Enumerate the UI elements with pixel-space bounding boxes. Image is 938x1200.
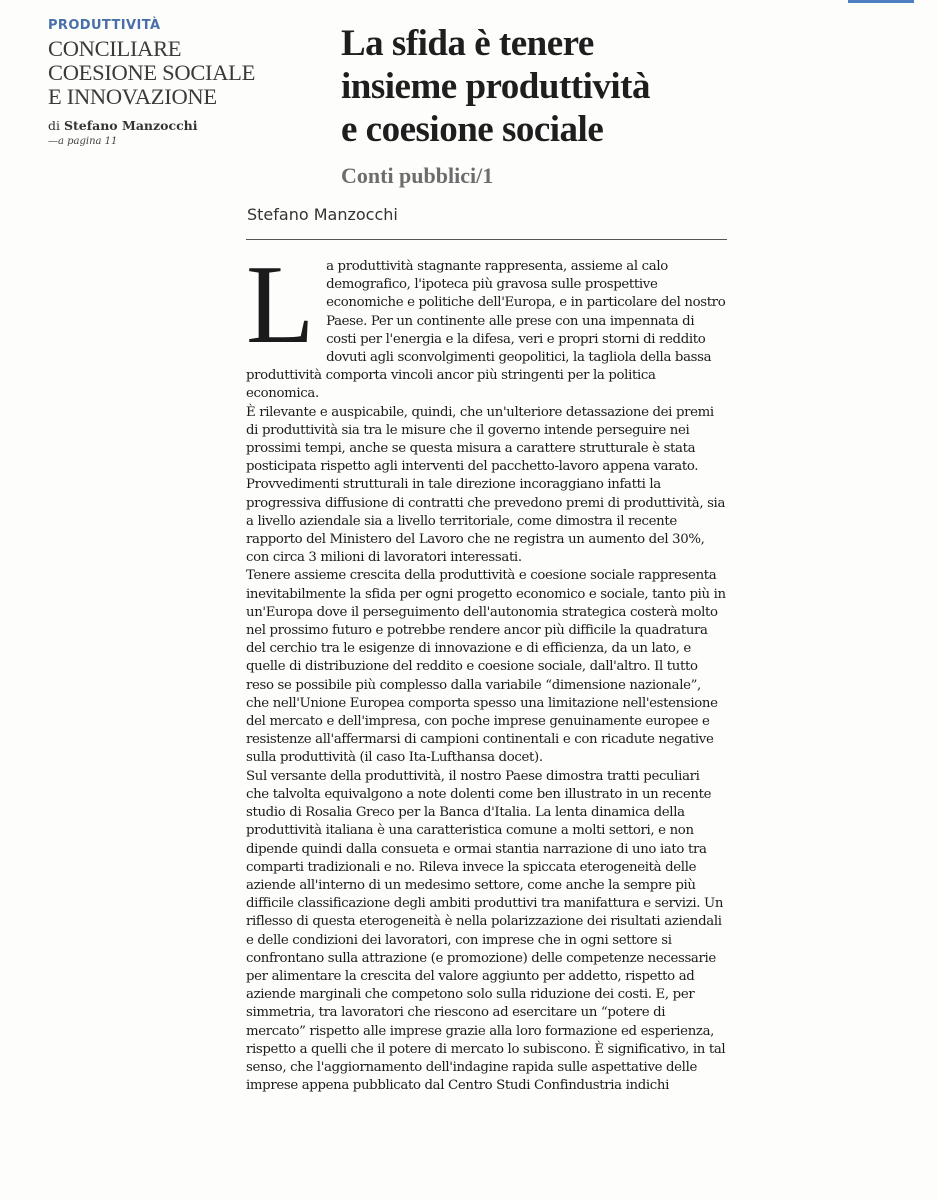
headline-line: insieme produttività — [341, 66, 650, 107]
teaser-title[interactable] — [48, 37, 278, 109]
article-paragraph: Sul versante della produttività, il nostro Paese dimostra tratti peculiari che talvolta equivalgono a note dolenti come ben illustrato in un recente studio di Rosalia Greco per la Banca d'Italia. La lenta dinamica della produttività italiana è una caratteristica comune a molti settori, e non dipende quindi dalla consueta e ormai stantia narrazione di uno iato tra comparti tradizionali e no. Rileva invece la spiccata eterogeneità delle aziende all'interno di un medesimo settore, come anche la sempre più difficile classificazione degli ambiti produttivi tra manifattura e servizi. Un riflesso di questa eterogeneità è nella polarizzazione dei risultati aziendali e delle condizioni dei lavoratori, con imprese che in ogni settore si confrontano sulla attrazione (e promozione) delle competenze necessarie per alimentare la crescita del valore aggiunto per addetto, rispetto ad aziende marginali che competono solo sulla riduzione dei costi. E, per simmetria, tra lavoratori che riescono ad esercitare un “potere di mercato” rispetto alle imprese grazie alla loro formazione ed esperienza, rispetto a quelli che il potere di mercato lo subiscono. È significativo, in tal senso, che l'aggiornamento dell'indagine rapida sulle aspettative delle imprese appena pubblicato dal Centro Studi Confindustria indichi — [246, 768, 726, 1094]
article-author: Stefano Manzocchi — [247, 205, 398, 224]
teaser-byline — [48, 118, 278, 133]
paragraph-text: a produttività stagnante rappresenta, assieme al calo demografico, l'ipoteca più gravosa sulle prospettive economiche e politiche dell'Europa, e in particolare del nostro Paese. Per un continente alle prese con una impennata di costi per l'energia e la difesa, veri e propri storni di reddito dovuti agli sconvolgimenti geopolitici, la tagliola della bassa produttività comporta vincoli ancor più stringenti per la politica economica. — [246, 259, 726, 402]
teaser-page-ref[interactable]: —a pagina 11 — [48, 136, 118, 147]
article-body — [246, 243, 726, 1095]
teaser-title-line: COESIONE SOCIALE — [48, 60, 256, 85]
headline-line: e coesione sociale — [341, 109, 604, 150]
article-paragraph: È rilevante e auspicabile, quindi, che un'ulteriore detassazione dei premi di produttività sia tra le misure che il governo intende perseguire nei prossimi tempi, anche se questa misura a carattere strutturale è stata posticipata rispetto agli interventi del pacchetto-lavoro appena varato. — [246, 404, 714, 475]
divider-rule — [246, 239, 727, 240]
teaser-box[interactable] — [48, 18, 278, 147]
teaser-title-line: CONCILIARE — [48, 36, 182, 61]
teaser-kicker: PRODUTTIVITÀ — [48, 18, 161, 33]
drop-cap: L — [246, 243, 315, 367]
teaser-byline-prefix: di — [48, 118, 60, 133]
top-accent-bar — [848, 0, 914, 3]
headline-line: La sfida è tenere — [341, 23, 594, 64]
article-paragraph — [246, 243, 726, 404]
teaser-byline-name: Stefano Manzocchi — [63, 118, 198, 133]
article-paragraph: Tenere assieme crescita della produttività e coesione sociale rappresenta inevitabilmente la sfida per ogni progetto economico e sociale, tanto più in un'Europa dove il perseguimento dell'autonomia strategica costerà molto nel prossimo futuro e potrebbe rendere ancor più difficile la quadratura del cerchio tra le esigenze di innovazione e di efficienza, da un lato, e quelle di distribuzione del reddito e coesione sociale, dall'altro. Il tutto reso se possibile più complesso dalla variabile “dimensione nazionale”, che nell'Unione Europea comporta spesso una limitazione nell'estensione del mercato e dell'impresa, con poche imprese genuinamente europee e resistenze all'affermarsi di campioni continentali e con ricadute negative sulla produttività (il caso Ita-Lufthansa docet). — [246, 568, 726, 766]
article-section: Conti pubblici/1 — [341, 163, 494, 188]
teaser-title-line: E INNOVAZIONE — [48, 84, 217, 109]
article-paragraph: Provvedimenti strutturali in tale direzione incoraggiano infatti la progressiva diffusione di contratti che prevedono premi di produttività, sia a livello aziendale sia a livello territoriale, come dimostra il recente rapporto del Ministero del Lavoro che ne registra un aumento del 30%, con circa 3 milioni di lavoratori interessati. — [246, 477, 726, 566]
article-headline — [341, 22, 761, 151]
